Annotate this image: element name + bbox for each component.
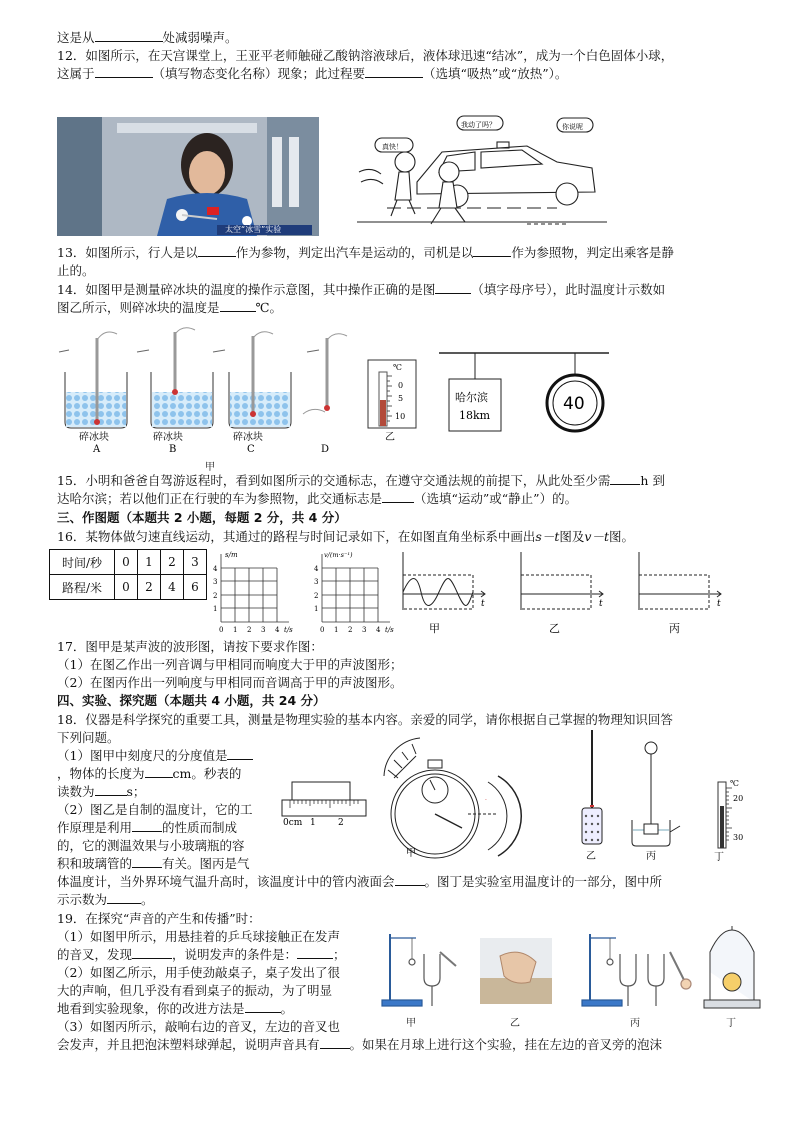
q19-text: 会发声，并且把泡沫塑料球弹起，说明声音具有 xyxy=(57,1037,320,1052)
graph-ytick: 2 xyxy=(213,592,218,600)
q18-text: cm。秒表的 xyxy=(172,766,242,781)
q12-text-a: 这属于 xyxy=(57,66,95,81)
table-cell: 1 xyxy=(138,550,161,575)
photo-caption: 太空“冰雪”实验 xyxy=(225,225,282,234)
q19-text: 的音叉，发现 xyxy=(57,947,133,962)
answer-blank[interactable] xyxy=(132,855,162,868)
ruler-label: 1 xyxy=(310,818,316,828)
table-cell: 2 xyxy=(161,550,184,575)
option-d-label: D xyxy=(321,444,330,452)
graph-xtick: 1 xyxy=(233,626,238,634)
q19-line7: （3）如图丙所示，敲响右边的音叉，左边的音叉也 xyxy=(57,1019,340,1034)
q16-st: s－t xyxy=(535,529,560,544)
q16-line1 xyxy=(57,528,634,545)
therm-tick: 20 xyxy=(733,794,744,803)
q18-line7 xyxy=(57,819,237,836)
answer-blank[interactable] xyxy=(95,29,163,42)
fig-bing-label: 丙 xyxy=(646,851,656,862)
q18-text: ，物体的长度为 xyxy=(57,766,145,781)
wave-label-jia: 甲 xyxy=(429,622,440,635)
q19-line4: （2）如图乙所示，用手使劲敲桌子，桌子发出了很 xyxy=(57,965,340,980)
answer-blank[interactable] xyxy=(220,299,256,312)
q19-text: 。如果在月球上进行这个实验，挂在左边的音叉旁的泡沫 xyxy=(349,1037,663,1052)
q18-text: 读数为 xyxy=(57,784,95,799)
graph-ytick: 4 xyxy=(314,565,319,573)
q12-line1: 12．如图所示，在天宫课堂上，王亚平老师触碰乙酸钠溶液球后，液体球迅速“结冰”，成为一个白色固体小球， xyxy=(57,48,674,63)
thermometer-reading-figure xyxy=(367,356,417,454)
fig-jia-label: 甲 xyxy=(205,462,215,473)
answer-blank[interactable] xyxy=(132,946,172,959)
q16-text-b: 图及 xyxy=(559,529,585,544)
q13-text-a: 13．如图所示，行人是以 xyxy=(57,245,198,260)
graph-xtick: 4 xyxy=(376,626,381,634)
graph-xtick: 4 xyxy=(275,626,280,634)
q18-line9 xyxy=(57,855,250,872)
q14-text-d: ℃。 xyxy=(255,300,282,315)
graph-xtick: 3 xyxy=(261,626,266,634)
q16-vt: v－t xyxy=(584,529,609,544)
q18-line3 xyxy=(57,747,253,764)
q15-text-d: （选填“运动”或“静止”）的。 xyxy=(414,491,578,506)
graph-xlabel: t/s xyxy=(385,626,394,634)
wave-axis-label: t xyxy=(481,599,485,609)
therm-tick: 30 xyxy=(733,833,744,842)
q18-line5 xyxy=(57,783,145,800)
ruler-label: 2 xyxy=(338,818,344,828)
graph-xtick: 3 xyxy=(362,626,367,634)
s-t-graph xyxy=(205,548,305,634)
q18-line10 xyxy=(57,873,662,890)
q13-text-b: 作为参物，判定出汽车是运动的，司机是以 xyxy=(235,245,474,260)
car-pedestrian-cartoon xyxy=(357,112,607,238)
table-header: 路程/米 xyxy=(50,575,115,600)
table-header: 时间/秒 xyxy=(50,550,115,575)
lab-thermometer-figure xyxy=(708,778,758,864)
q15-line2 xyxy=(57,490,577,507)
q13-text-c: 作为参照物，判定出乘客是静 xyxy=(511,245,674,260)
q12-line2 xyxy=(57,65,567,82)
q14-line2 xyxy=(57,299,282,316)
q12-text-b: （填写物态变化名称）现象；此过程要 xyxy=(152,66,366,81)
q14-text-a: 14．如图甲是测量碎冰块的温度的操作示意图，其中操作正确的是图 xyxy=(57,282,436,297)
q12-text-c: （选填“吸热”或“放热”）。 xyxy=(423,66,568,81)
q18-line2: 下列问题。 xyxy=(57,730,120,745)
homemade-thermometers xyxy=(574,728,690,862)
q14-text-b: （填字母序号），此时温度计示数如 xyxy=(471,282,666,297)
fig-jia-label: 甲 xyxy=(406,1018,416,1029)
ruler-label: 0cm xyxy=(283,818,303,828)
q17-line1: 17．图甲是某声波的波形图，请按下要求作图： xyxy=(57,639,323,654)
graph-ylabel: s/m xyxy=(225,551,238,559)
q18-text: 积和玻璃管的 xyxy=(57,856,133,871)
graph-ytick: 1 xyxy=(213,605,218,613)
table-cell: 0 xyxy=(115,550,138,575)
q17-line3: （2）在图丙作出一列响度与甲相同而音调高于甲的声波图形。 xyxy=(57,675,403,690)
q15-text-b: h 到 xyxy=(640,473,665,488)
answer-blank[interactable] xyxy=(132,819,162,832)
q13-line2: 止的。 xyxy=(57,263,95,278)
answer-blank[interactable] xyxy=(610,472,640,485)
answer-blank[interactable] xyxy=(107,891,141,904)
q18-text: （1）图甲中刻度尺的分度值是 xyxy=(57,748,228,763)
section-3-heading: 三、作图题（本题共 2 小题，每题 2 分，共 4 分） xyxy=(57,510,347,525)
q18-text: s； xyxy=(126,784,146,799)
graph-xtick: 0 xyxy=(219,626,224,634)
answer-blank[interactable] xyxy=(297,946,333,959)
ruler-figure xyxy=(280,780,370,830)
graph-xlabel: t/s xyxy=(284,626,293,634)
q18-text: 有关。图丙是气 xyxy=(162,856,250,871)
therm-tick: 10 xyxy=(395,412,406,421)
q18-text: 的性质而制成 xyxy=(162,820,238,835)
therm-unit: ℃ xyxy=(393,363,402,372)
graph-ytick: 2 xyxy=(314,592,319,600)
answer-blank[interactable] xyxy=(227,747,253,760)
fig-yi-label: 乙 xyxy=(510,1018,520,1029)
q19-line2: （1）如图甲所示，用悬挂着的乒乓球接触正在发声 xyxy=(57,929,340,944)
ice-label: 碎冰块 xyxy=(233,432,263,443)
q18-line8: 的，它的测温效果与小玻璃瓶的容 xyxy=(57,838,245,853)
sign-distance: 18km xyxy=(459,409,491,422)
q19-line8 xyxy=(57,1036,662,1053)
q16-text-a: 16．某物体做匀速直线运动，其通过的路程与时间记录如下，在如图直角坐标系中画出 xyxy=(57,529,536,544)
q18-line4 xyxy=(57,765,241,782)
graph-xtick: 2 xyxy=(348,626,353,634)
traffic-sign-figure xyxy=(437,345,612,435)
therm-tick: 0 xyxy=(398,381,404,390)
stopwatch-scale-mark: · xyxy=(485,797,487,804)
q18-text: 示示数为 xyxy=(57,892,108,907)
q11-text-pre: 这是从 xyxy=(57,30,95,45)
therm-tick: 5 xyxy=(398,394,404,403)
q13-line1 xyxy=(57,244,674,261)
answer-blank[interactable] xyxy=(145,765,173,778)
q16-text-c: 图。 xyxy=(608,529,634,544)
option-a-label: A xyxy=(93,444,101,452)
ice-label: 碎冰块 xyxy=(79,432,109,443)
q15-text-c: 达哈尔滨；若以他们正在行驶的车为参照物，此交通标志是 xyxy=(57,491,383,506)
q19-text: 。 xyxy=(280,1001,294,1016)
q14-text-c: 图乙所示，则碎冰块的温度是 xyxy=(57,300,220,315)
answer-blank[interactable] xyxy=(382,490,414,503)
answer-blank[interactable] xyxy=(198,244,236,257)
option-b-label: B xyxy=(169,444,177,452)
answer-blank[interactable] xyxy=(320,1036,350,1049)
fig-jia-label: 甲 xyxy=(406,848,416,859)
stopwatch-figure xyxy=(380,732,530,860)
answer-blank[interactable] xyxy=(95,65,153,78)
answer-blank[interactable] xyxy=(365,65,423,78)
time-distance-table xyxy=(49,549,207,600)
q19-text: 地看到实验现象，你的改进方法是 xyxy=(57,1001,245,1016)
bubble-text-3: 你说呢 xyxy=(562,123,583,131)
sign-city: 哈尔滨 xyxy=(455,391,488,404)
q19-line5: 大的声响，但几乎没有看到桌子的振动，为了明显 xyxy=(57,983,333,998)
q19-line3 xyxy=(57,946,346,963)
fig-yi-label: 乙 xyxy=(385,432,395,443)
fig-yi-label: 乙 xyxy=(586,851,596,862)
q11-text-post: 处减弱噪声。 xyxy=(162,30,238,45)
graph-xtick: 0 xyxy=(320,626,325,634)
answer-blank[interactable] xyxy=(435,281,471,294)
q19-line6 xyxy=(57,1000,293,1017)
q11-tail-line xyxy=(57,29,238,46)
fig-bing-label: 丙 xyxy=(630,1018,640,1029)
graph-xtick: 2 xyxy=(247,626,252,634)
q18-text: 。图丁是实验室用温度计的一部分，图中所 xyxy=(424,874,663,889)
option-c-label: C xyxy=(247,444,255,452)
answer-blank[interactable] xyxy=(95,783,127,796)
graph-ytick: 3 xyxy=(213,578,218,586)
tuning-fork-figures xyxy=(380,926,765,1032)
q15-line1 xyxy=(57,472,665,489)
ice-thermometer-figure xyxy=(57,322,367,452)
bubble-text-1: 真快！ xyxy=(382,143,403,151)
tiangong-photo xyxy=(57,117,319,236)
graph-ytick: 4 xyxy=(213,565,218,573)
q18-text: 作原理是利用 xyxy=(57,820,133,835)
q17-line2: （1）在图乙作出一列音调与甲相同而响度大于甲的声波图形； xyxy=(57,657,403,672)
wave-label-bing: 丙 xyxy=(669,622,680,635)
q19-text: ； xyxy=(333,947,346,962)
answer-blank[interactable] xyxy=(245,1000,281,1013)
ice-label: 碎冰块 xyxy=(153,432,183,443)
fig-ding-label: 丁 xyxy=(714,852,724,863)
graph-ytick: 3 xyxy=(314,578,319,586)
wave-axis-label: t xyxy=(717,599,721,609)
graph-ylabel: v/(m·s⁻¹) xyxy=(324,551,353,559)
fig-ding-label: 丁 xyxy=(726,1018,736,1029)
q19-text: ，说明发声的条件是： xyxy=(172,947,298,962)
table-cell: 0 xyxy=(115,575,138,600)
speed-limit-value: 40 xyxy=(563,394,585,414)
q18-line1: 18．仪器是科学探究的重要工具，测量是物理实验的基本内容。亲爱的同学，请你根据自己掌握的物理知识回答 xyxy=(57,712,673,727)
wave-axis-label: t xyxy=(599,599,603,609)
table-cell: 3 xyxy=(184,550,207,575)
q18-text: 体温度计，当外界环境气温升高时，该温度计中的管内液面会 xyxy=(57,874,395,889)
answer-blank[interactable] xyxy=(395,873,425,886)
astronaut-illustration xyxy=(57,117,319,236)
section-4-heading: 四、实验、探究题（本题共 4 小题，共 24 分） xyxy=(57,693,326,708)
table-cell: 4 xyxy=(161,575,184,600)
graph-xtick: 1 xyxy=(334,626,339,634)
bubble-text-2: 我动了吗？ xyxy=(461,121,496,129)
q18-line6: （2）图乙是自制的温度计，它的工 xyxy=(57,802,253,817)
q15-text-a: 15．小明和爸爸自驾游返程时，看到如图所示的交通标志，在遵守交通法规的前提下，从此处至少需 xyxy=(57,473,611,488)
q18-line11 xyxy=(57,891,154,908)
q19-line1: 19．在探究“声音的产生和传播”时： xyxy=(57,911,261,926)
wave-label-yi: 乙 xyxy=(549,622,560,635)
therm-unit: ℃ xyxy=(730,779,739,788)
v-t-graph xyxy=(306,548,406,634)
q18-text: 。 xyxy=(141,892,154,907)
sound-wave-figures xyxy=(397,548,747,638)
table-cell: 6 xyxy=(184,575,207,600)
answer-blank[interactable] xyxy=(473,244,511,257)
table-cell: 2 xyxy=(138,575,161,600)
q14-line1 xyxy=(57,281,665,298)
graph-ytick: 1 xyxy=(314,605,319,613)
